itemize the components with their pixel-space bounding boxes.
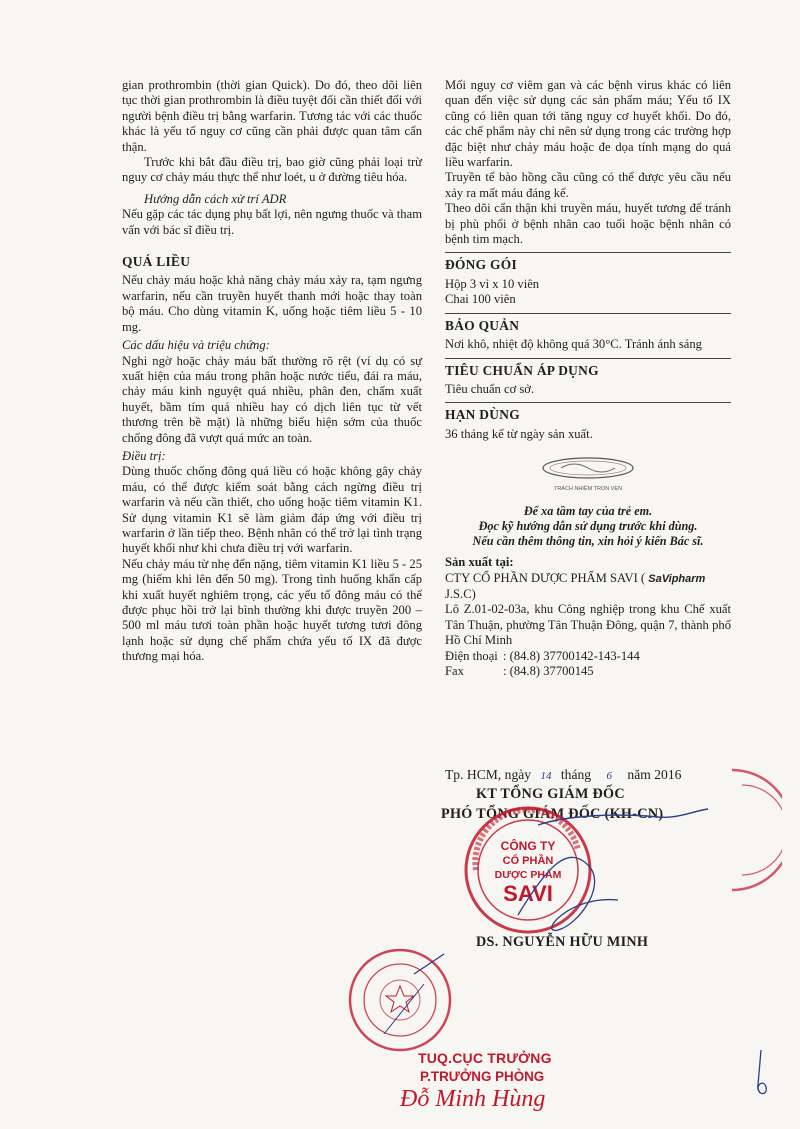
packaging-line: Chai 100 viên [445,292,516,307]
date-year: năm 2016 [627,767,682,782]
date-month: 6 [606,770,613,782]
margin-initial-icon [746,1045,776,1105]
storage-text: Nơi khô, nhiệt độ không quá 30°C. Tránh ánh sáng [445,337,702,352]
signature-scribble-icon [478,805,728,945]
paragraph: Trước khi bắt đầu điều trị, bao giờ cũng phải loại trừ nguy cơ chảy máu thực thể như loét, u ở đường tiêu hóa. [122,155,422,185]
stamp-text-brand: SAVI [503,881,553,906]
gov-title-1: TUQ.CỤC TRƯỞNG [418,1050,552,1066]
storage-heading: BẢO QUẢN [445,317,520,333]
stamp-text-mid1: CỔ PHẦN [502,855,554,867]
treatment-heading: Điều trị: [122,448,166,463]
manufacturer-heading: Sản xuất tại: [445,555,514,570]
signer-title-1: KT TỔNG GIÁM ĐỐC [476,786,625,802]
standard-text: Tiêu chuẩn cơ sở. [445,381,535,396]
notice-line: Nếu cần thêm thông tin, xin hỏi ý kiến Bác sĩ. [472,534,704,549]
company-address: Lô Z.01-02-03a, khu Công nghiệp trong khu Chế xuất Tân Thuận, phường Tân Thuận Đông, quận 7, thành phố Hồ Chí Minh [445,602,731,648]
notice-block [445,504,731,549]
divider [445,402,731,403]
adr-heading: Hướng dẫn cách xử trí ADR [144,191,287,206]
savipharm-logo [539,456,637,493]
gov-signer-name: Đỗ Minh Hùng [400,1086,546,1112]
stamp-text-mid2: DƯỢC PHẨM [494,869,562,881]
packaging-line: Hộp 3 vỉ x 10 viên [445,276,540,291]
fax-label: Fax [445,663,464,678]
phone-label: Điện thoại [445,648,498,663]
expiry-heading: HẠN DÙNG [445,407,520,423]
date-prefix: Tp. HCM, ngày [445,767,532,782]
fax-row [445,664,731,679]
paragraph: Dùng thuốc chống đông quá liều có hoặc không gây chảy máu, có thể được kiểm soát bằng cách ngừng điều trị warfarin và nếu cần thiết, cho uống hoặc tiêm vitamin K1. Sử dụng vitamin K1 sẽ làm giảm đáp ứng với điều trị warfarin ở lần tiếp theo. Bệnh nhân có thể trở lại tình trạng huyết khối như khi chưa điều trị với warfarin. [122,464,422,556]
date-line [445,767,681,783]
gov-title-2: P.TRƯỞNG PHÒNG [420,1069,545,1084]
divider [445,313,731,314]
overdose-heading: QUÁ LIỀU [122,254,191,270]
paragraph: Truyền tế bào hồng cầu cũng có thể được yêu cầu nếu xảy ra mất máu đáng kể. [445,170,731,200]
right-column [445,78,731,679]
paragraph: gian prothrombin (thời gian Quick). Do đó, theo dõi liên tục thời gian prothrombin là điều tuyệt đối cần thiết đối với người bệnh điều trị bằng warfarin. Tương tác với các thuốc khác là yếu tố nguy cơ cũng cần phải được quan tâm cẩn thận. [122,78,422,154]
logo-emblem-icon [539,456,637,480]
paragraph: Nếu chảy máu hoặc khả năng chảy máu xảy ra, tạm ngưng warfarin, nếu cần truyền huyết thanh mới hoặc thay toàn bộ máu. Cho dùng vitamin K, uống hoặc tiêm liều 5 - 10 mg. [122,273,422,334]
divider [445,358,731,359]
paragraph: Mối nguy cơ viêm gan và các bệnh virus khác có liên quan đến việc sử dụng các sản phẩm máu; Yếu tố IX cũng có liên quan tới tăng nguy cơ huyết khối. Do đó, các chế phẩm này chỉ nên sử dụng trong các trường hợp đặc biệt như chảy máu hoặc đe dọa tính mạng do quá liều warfarin. [445,78,731,170]
packaging-heading: ĐÓNG GÓI [445,257,517,273]
signer-name: DS. NGUYỄN HỮU MINH [476,934,649,950]
company-stamp-icon [458,800,598,940]
logo-caption: TRÁCH NHIỆM TRỌN VẸN [553,486,623,493]
government-stamp-icon [344,944,456,1056]
paragraph: Nghi ngờ hoặc chảy máu bất thường rõ rệt (ví dụ có sự xuất hiện của máu trong phân hoặc nước tiểu, đái ra máu, chảy máu kinh nguyệt quá nhiều, phân đen, chấm xuất huyết, bầm tím quá nhiều hay có dịch liên tục từ vết thương trên bề mặt) là những biểu hiện sớm của thuốc chống đông đã vượt quá mức an toàn. [122,353,422,445]
signer-title-2: PHÓ TỔNG GIÁM ĐỐC (KH-CN) [441,806,664,822]
company-name-text: CTY CỔ PHẦN DƯỢC PHẨM SAVI ( [445,570,646,585]
paragraph: Theo dõi cẩn thận khi truyền máu, huyết tương để tránh bị phù phổi ở bệnh nhân cao tuổi hoặc bệnh nhân có bệnh tim mạch. [445,201,731,247]
fax-value: : (84.8) 37700145 [503,663,594,678]
notice-line: Đọc kỹ hướng dẫn sử dụng trước khi dùng. [478,519,698,534]
company-suffix: J.S.C) [445,586,476,601]
company-name [445,571,731,587]
paragraph: Nếu gặp các tác dụng phụ bất lợi, nên ngưng thuốc và tham vấn với bác sĩ điều trị. [122,207,422,237]
left-column [122,78,422,665]
company-brand: SaVipharm [648,572,706,585]
standard-heading: TIÊU CHUẨN ÁP DỤNG [445,362,599,378]
phone-value: : (84.8) 37700142-143-144 [503,648,640,663]
expiry-text: 36 tháng kể từ ngày sản xuất. [445,426,593,441]
date-day: 14 [540,770,552,782]
partial-stamp-icon [722,760,782,900]
stamp-text-top: CÔNG TY [500,839,556,853]
phone-row [445,649,731,664]
paragraph: Nếu chảy máu từ nhẹ đến nặng, tiêm vitamin K1 liều 5 - 25 mg (hiếm khi lên đến 50 mg). Trong tình huống khẩn cấp khi xuất huyết nghiêm trọng, các yếu tố đông máu có thể được phục hồi trở lại bình thường khi được truyền 200 – 500 ml máu tươi toàn phần hoặc huyết tương tươi đông lạnh hoặc sử dụng chế phẩm chứa yếu tố IX đã được thương mại hóa. [122,556,422,664]
date-month-label: tháng [560,767,592,782]
signs-heading: Các dấu hiệu và triệu chứng: [122,338,270,353]
divider [445,252,731,253]
notice-line: Để xa tầm tay của trẻ em. [523,504,653,519]
